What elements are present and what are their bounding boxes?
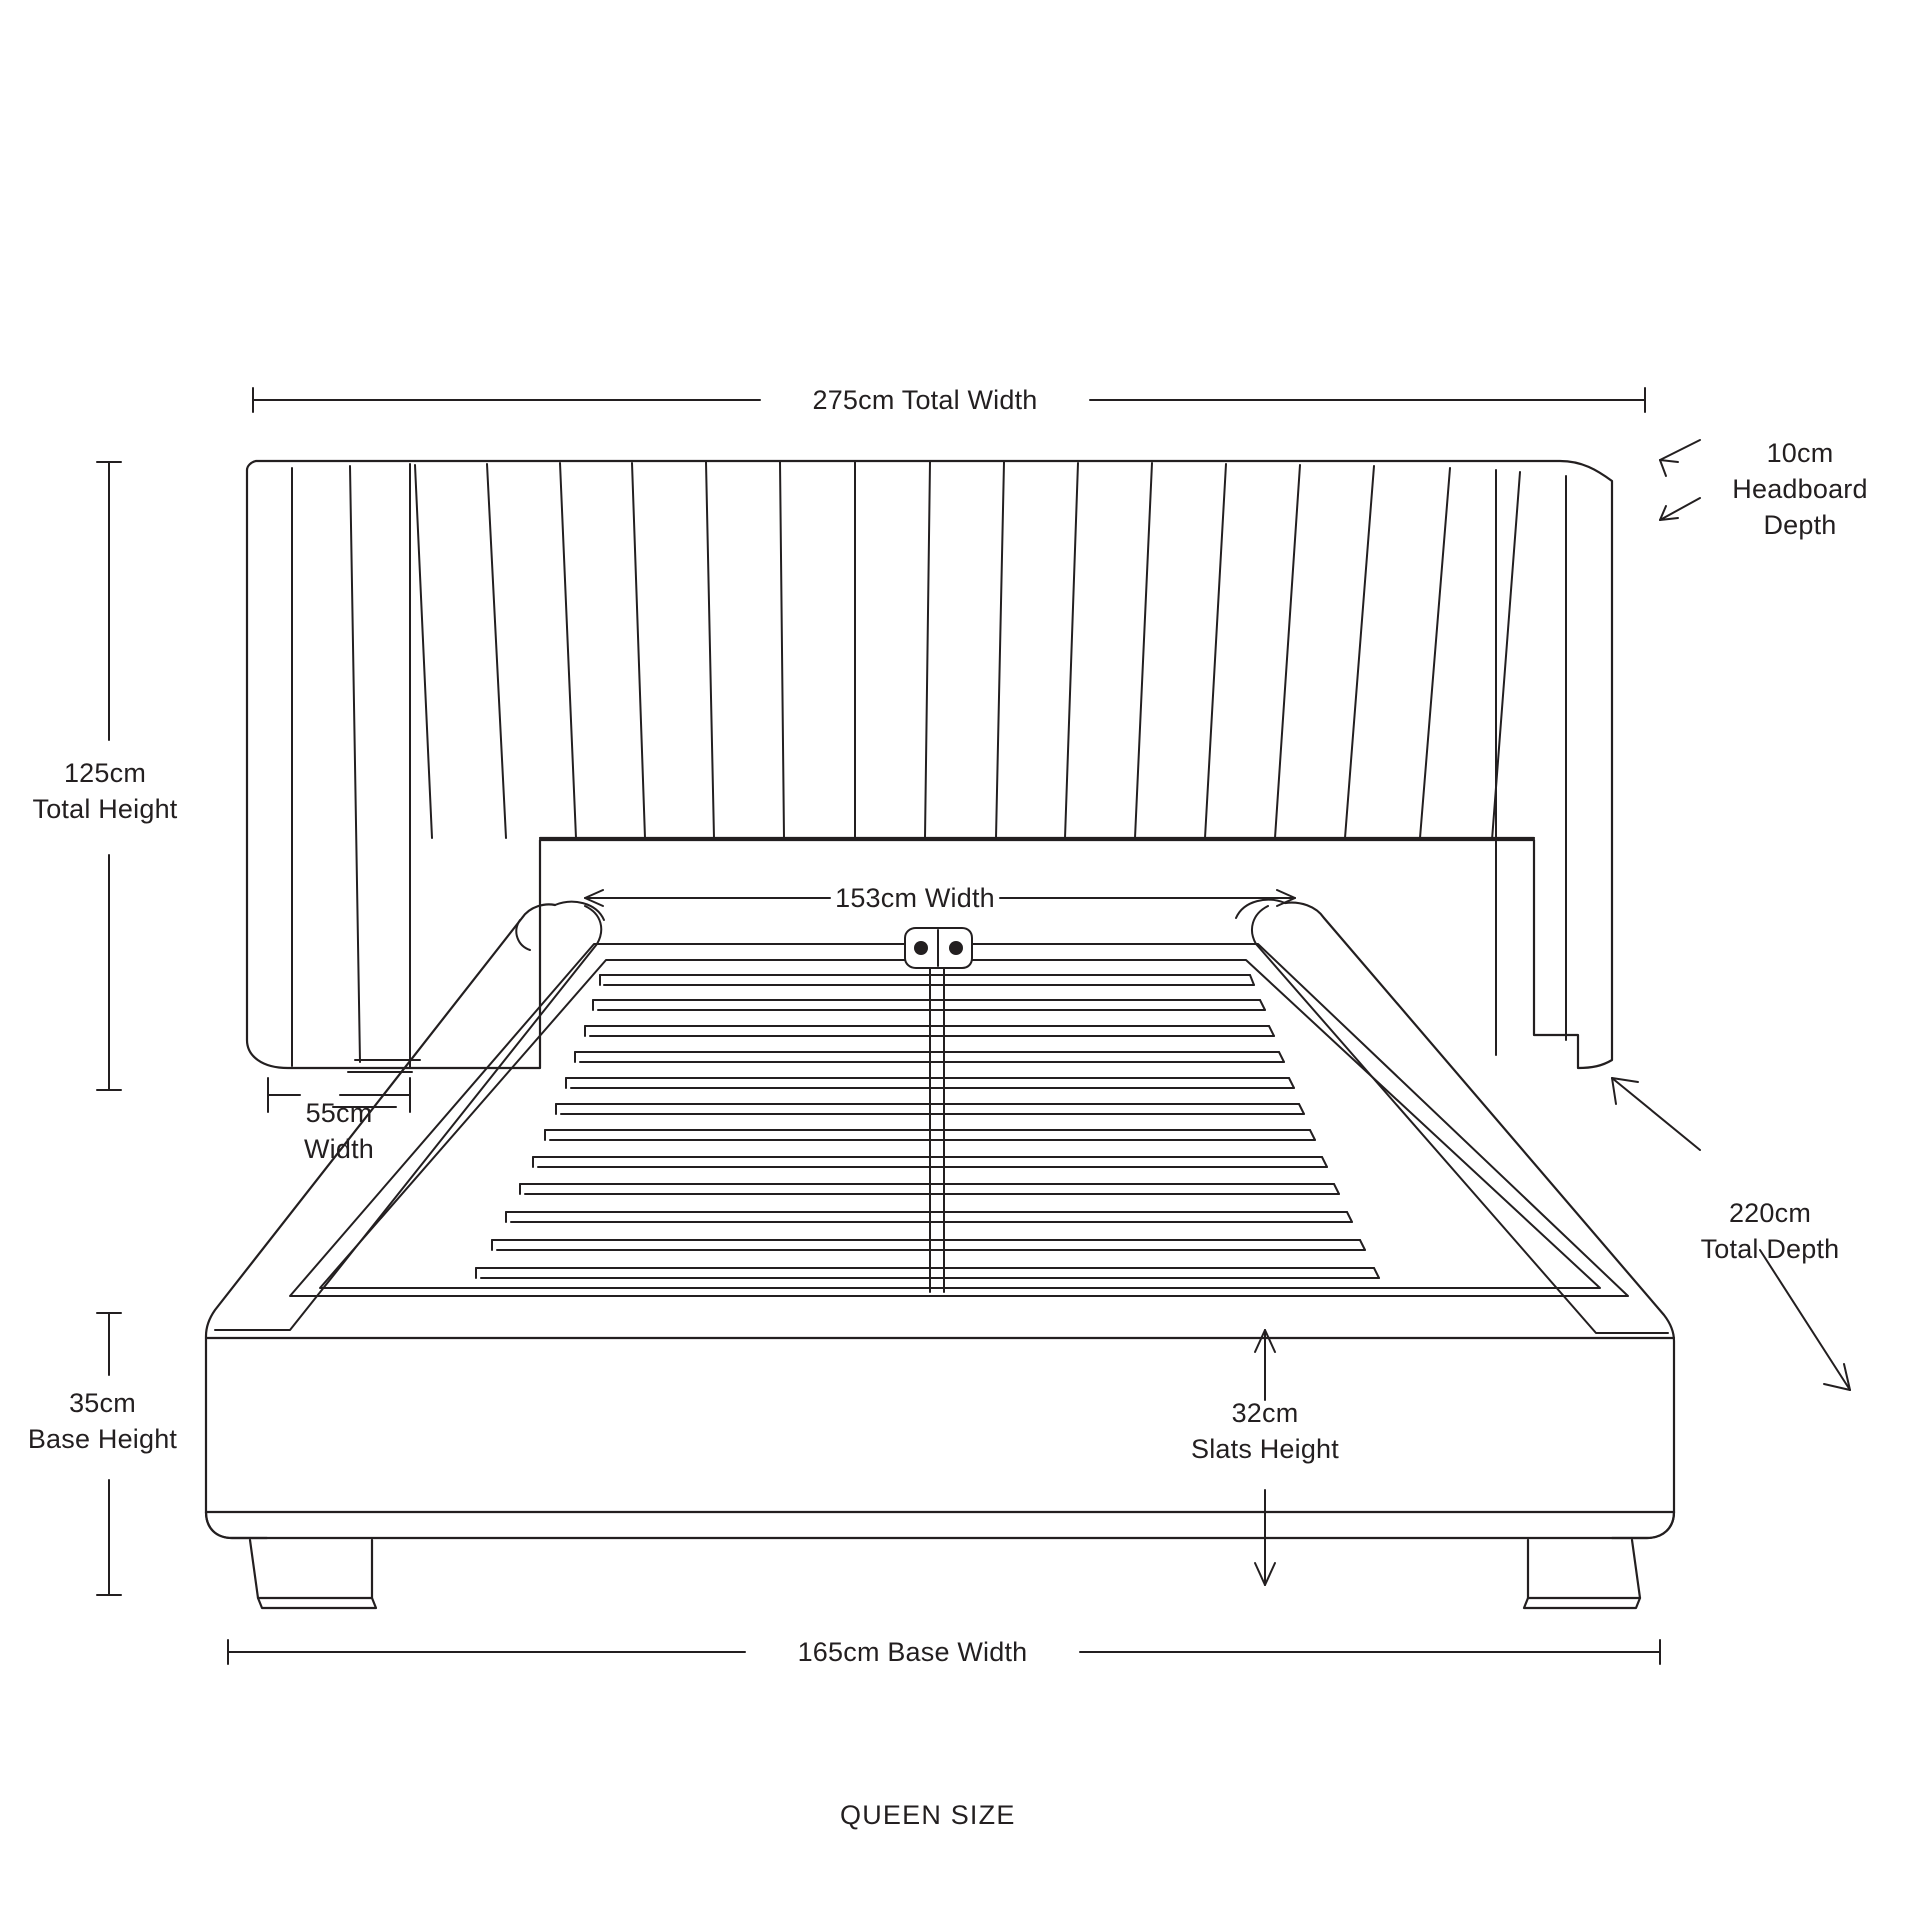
dim-headboard-depth [1660, 440, 1700, 520]
label-headboard-depth: 10cm Headboard Depth [1732, 438, 1868, 540]
label-post-width: 55cm Width [303, 1098, 375, 1164]
rail-cap-left [555, 902, 604, 920]
bed-legs [250, 1540, 1640, 1608]
slat-platform [290, 928, 1628, 1296]
base-left-rail [206, 904, 555, 1538]
label-mattress-width: 153cm Width [835, 883, 995, 913]
label-slats-height: 32cm Slats Height [1191, 1398, 1339, 1464]
rail-cap-right [1236, 900, 1285, 918]
label-total-height: 125cm Total Height [32, 758, 178, 824]
label-base-width: 165cm Base Width [797, 1637, 1028, 1667]
label-total-width: 275cm Total Width [812, 385, 1038, 415]
label-total-depth: 220cm Total Depth [1700, 1198, 1840, 1264]
size-caption: QUEEN SIZE [840, 1800, 1016, 1830]
label-base-height: 35cm Base Height [27, 1388, 178, 1454]
